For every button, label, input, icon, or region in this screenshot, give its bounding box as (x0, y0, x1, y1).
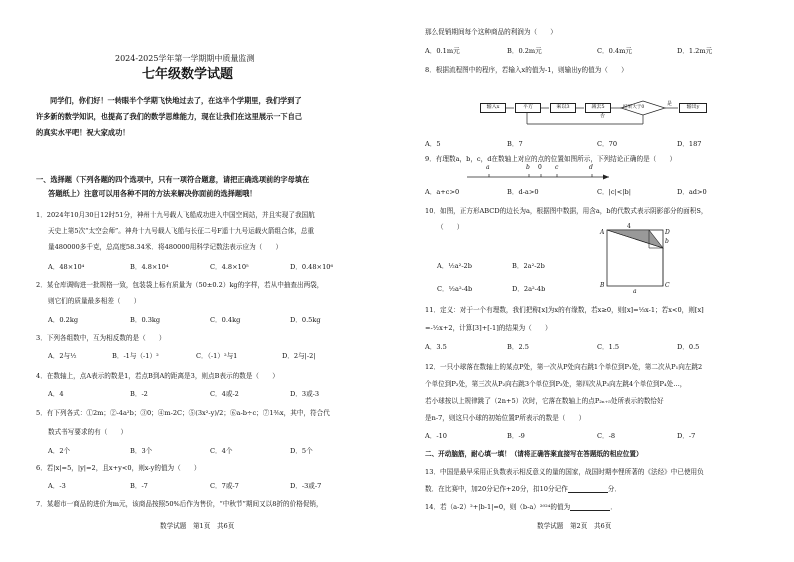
q14-text: 14．若（a-2）²+|b-1|=0，则（b-a）²⁰²⁴的值为 (425, 503, 571, 511)
q3-option-d[interactable]: D．2与|-2| (282, 352, 316, 360)
q13-line-1: 13．中国是最早采用正负数表示相反意义的量的国家，战国时期李悝所著的《法经》中已使用负 (425, 468, 704, 476)
q6-line-1: 6．若|x|=5，|y|=2，且x+y<0，则x-y的值为（ ） (36, 464, 201, 472)
q11-option-c[interactable]: C．1.5 (597, 343, 620, 351)
q5-line-2: 数式书写要求的有（ ） (48, 428, 128, 436)
q11-option-b[interactable]: B．2.5 (507, 343, 529, 351)
q14-end: ． (610, 503, 617, 511)
q10-label-d: D (665, 229, 670, 236)
q5-option-d[interactable]: D．5个 (290, 447, 313, 455)
q12-line-4: 是n-7，则这只小球的初始位置P所表示的数是（ ） (425, 414, 586, 422)
q10-option-a[interactable]: A．½a²-2b (437, 262, 472, 270)
q12-line-1: 12．一只小球落在数轴上的某点P处，第一次从P处向右跳1个单位到P₁处，第二次从P₁向左跳2 (425, 363, 703, 371)
q9-point-zero: 0 (538, 164, 542, 171)
intro-line-1: 同学们，你们好！一转眼半个学期飞快地过去了，在这半个学期里，我们学到了 (50, 96, 302, 105)
q2-option-d[interactable]: D．0.5kg (290, 316, 321, 324)
q10-label-side-a: a (633, 288, 637, 295)
q8-line-1: 8．根据流程图中的程序，若输入x的值为-1，则输出y的值为（ ） (425, 66, 628, 74)
q11-option-d[interactable]: D．0.5 (677, 343, 700, 351)
q1-option-c[interactable]: C．4.8×10⁵ (210, 263, 249, 271)
q4-option-d[interactable]: D．3或-3 (290, 390, 320, 398)
page-footer-left: 数学试题 第1页 共6页 (160, 522, 235, 530)
q3-line-1: 3．下列各组数中，互为相反数的是（ ） (36, 334, 166, 342)
q1-option-a[interactable]: A．48×10⁴ (48, 263, 85, 271)
q4-line-1: 4．在数轴上，点A表示的数是1，若点B到A的距离是3，则点B表示的数是（ ） (36, 372, 279, 380)
q9-option-b[interactable]: B．d-a>0 (507, 188, 539, 196)
q13-unit: 分． (607, 485, 621, 493)
q9-option-c[interactable]: C．|c|<|b| (597, 188, 631, 196)
q8-option-b[interactable]: B．7 (507, 140, 523, 148)
q14-answer-blank[interactable] (570, 503, 610, 511)
q9-line-1: 9．有理数a，b，c，d在数轴上对应的点的位置如图所示，下列结论正确的是（ ） (425, 155, 677, 163)
q12-option-c[interactable]: C．-8 (597, 432, 616, 440)
flow-no-label: 否 (600, 113, 606, 119)
q2-option-a[interactable]: A．0.2kg (48, 316, 79, 324)
q7-option-d[interactable]: D．1.2m元 (677, 47, 713, 55)
q5-option-c[interactable]: C．4个 (210, 447, 233, 455)
flow-multiply-box: 乘以3 (550, 103, 576, 113)
q8-option-a[interactable]: A．5 (425, 140, 441, 148)
q14-line (425, 503, 617, 511)
q12-line-3: 若小球按以上规律跳了（2n+5）次时，它落在数轴上的点P₂ₙ₊₅处所表示的数恰好 (425, 397, 664, 405)
q7-line-2: 那么促销期间每个这种商品的利润为（ ） (425, 28, 557, 36)
q5-option-b[interactable]: B．3个 (130, 447, 153, 455)
q13-text: 数．在比赛中，加20分记作+20分，扣10分记作 (425, 485, 568, 493)
q10-option-c[interactable]: C．½a²-4b (437, 285, 473, 293)
intro-line-2: 许多新的数学知识，也提高了我们的数学思维能力，现在让我们在这里展示一下自己 (36, 112, 302, 121)
q3-option-a[interactable]: A．2与½ (48, 352, 77, 360)
section1-heading-2: 答题纸上）注意可以用各种不同的方法来解决你面前的选择题哦！ (48, 189, 257, 198)
q10-label-c: C (665, 282, 670, 289)
q4-option-a[interactable]: A．4 (48, 390, 64, 398)
q2-option-c[interactable]: C．0.4kg (210, 316, 241, 324)
q10-label-b: B (600, 282, 605, 289)
q10-option-b[interactable]: B．2a²-2b (512, 262, 545, 270)
q7-line-1: 7．某超市一商品的进价为m元，该商品按照50%后作为售价，“中秋节”期间又以8折的价格促销， (36, 500, 323, 508)
q9-point-b: b (526, 164, 530, 171)
q6-option-d[interactable]: D．-3或-7 (290, 482, 322, 490)
q10-label-a: A (600, 229, 605, 236)
q4-option-c[interactable]: C．4或-2 (210, 390, 239, 398)
q1-option-b[interactable]: B．4.8×10⁴ (130, 263, 169, 271)
q13-line-2 (425, 485, 621, 493)
section1-heading-1: 一、选择题（下列各题的四个选项中，只有一项符合题意，请把正确选项前的字母填在 (36, 175, 310, 184)
q11-line-1: 11．定义：对于一个有理数，我们把称[x]为x的有缘数，若x≥0，则[x]=⅓x-1；若x<0，则[x] (425, 306, 704, 314)
q5-option-a[interactable]: A．2个 (48, 447, 71, 455)
q7-option-b[interactable]: B．0.2m元 (507, 47, 542, 55)
q11-line-2: =-½x+2，计算[3]+[-1]的结果为（ ） (425, 324, 552, 332)
q11-option-a[interactable]: A．3.5 (425, 343, 447, 351)
q1-line-2: 天史上第5次“太空会师”。神舟十九号载人飞船与长征二号F遥十九号运载火箭组合体，总重 (48, 227, 315, 235)
q10-label-four: 4 (627, 223, 631, 230)
q2-line-1: 2．某仓库调购进一批规格一致，包装袋上标有质量为（50±0.2）kg的字样，若从中抽查出两袋， (36, 281, 324, 289)
q3-option-c[interactable]: C．（-1）²与1 (196, 352, 238, 360)
q2-line-2: 则它们的质量最多相差（ ） (48, 297, 141, 305)
flow-yes-label: 是 (667, 101, 673, 107)
q4-option-b[interactable]: B．-2 (130, 390, 148, 398)
q9-point-c: c (555, 164, 559, 171)
flow-output-box: 输出y (679, 103, 707, 113)
year-line: 2024-2025学年第一学期期中质量监测 (115, 54, 255, 63)
flow-input-box: 输入x (480, 103, 506, 113)
q7-option-a[interactable]: A．0.1m元 (425, 47, 460, 55)
q1-option-d[interactable]: D．0.48×10⁶ (290, 263, 334, 271)
intro-line-3: 的真实水平吧！祝大家成功！ (36, 128, 130, 137)
q6-option-b[interactable]: B．-7 (130, 482, 148, 490)
q10-line-2: （ ） (437, 223, 464, 231)
page-footer-right: 数学试题 第2页 共6页 (537, 522, 612, 530)
right-page (397, 0, 794, 562)
q8-option-c[interactable]: C．70 (597, 140, 618, 148)
q2-option-b[interactable]: B．0.3kg (130, 316, 161, 324)
q12-line-2: 个单位到P₂处，第三次从P₂向右跳3个单位到P₃处，第四次从P₃向左跳4个单位到P₄处…， (425, 380, 687, 388)
q10-square-figure (397, 0, 794, 300)
q12-option-d[interactable]: D．-7 (677, 432, 696, 440)
q5-line-1: 5．有下列各式：①2m；②-4a²b；③0；④m-2C；⑤(3x²-y)/2；⑥a-b÷c；⑦1⅗x，其中，符合代 (36, 409, 330, 417)
q8-option-d[interactable]: D．187 (677, 140, 702, 148)
q10-line-1: 10．如图，正方形ABCD的边长为a，根据图中数据，用含a，b的代数式表示阴影部分的面积S， (425, 207, 708, 215)
section2-heading: 二、开动脑筋，耐心填一填！（请将正确答案直接写在答题纸的相应位置） (425, 450, 643, 458)
q6-option-a[interactable]: A．-3 (48, 482, 66, 490)
q3-option-b[interactable]: B．-1与（-1）² (112, 352, 159, 360)
q10-label-side-b: b (665, 238, 669, 245)
q1-line-1: 1．2024年10月30日12时51分，神州十九号载人飞船成功进入中国空间站，并且实现了我国航 (36, 211, 315, 219)
q9-point-d: d (589, 164, 593, 171)
flow-square-box: 平方 (515, 103, 541, 113)
q12-option-b[interactable]: B．-9 (507, 432, 525, 440)
q1-line-3: 量480000多千克，总高度58.34米．将480000用科学记数法表示应为（ ） (48, 243, 283, 251)
q10-option-d[interactable]: D．2a²-4b (512, 285, 546, 293)
flow-decision-label: 结果大于0 (623, 105, 645, 110)
flow-subtract-box: 减去5 (585, 103, 611, 113)
page-title: 七年级数学试题 (142, 67, 234, 82)
q7-option-c[interactable]: C．0.4m元 (597, 47, 632, 55)
q9-point-a: a (486, 164, 490, 171)
q13-answer-blank[interactable] (568, 485, 608, 493)
q12-option-a[interactable]: A．-10 (425, 432, 447, 440)
q9-option-d[interactable]: D．ad>0 (677, 188, 707, 196)
q9-option-a[interactable]: A．a+c>0 (425, 188, 460, 196)
q6-option-c[interactable]: C．7或-7 (210, 482, 239, 490)
